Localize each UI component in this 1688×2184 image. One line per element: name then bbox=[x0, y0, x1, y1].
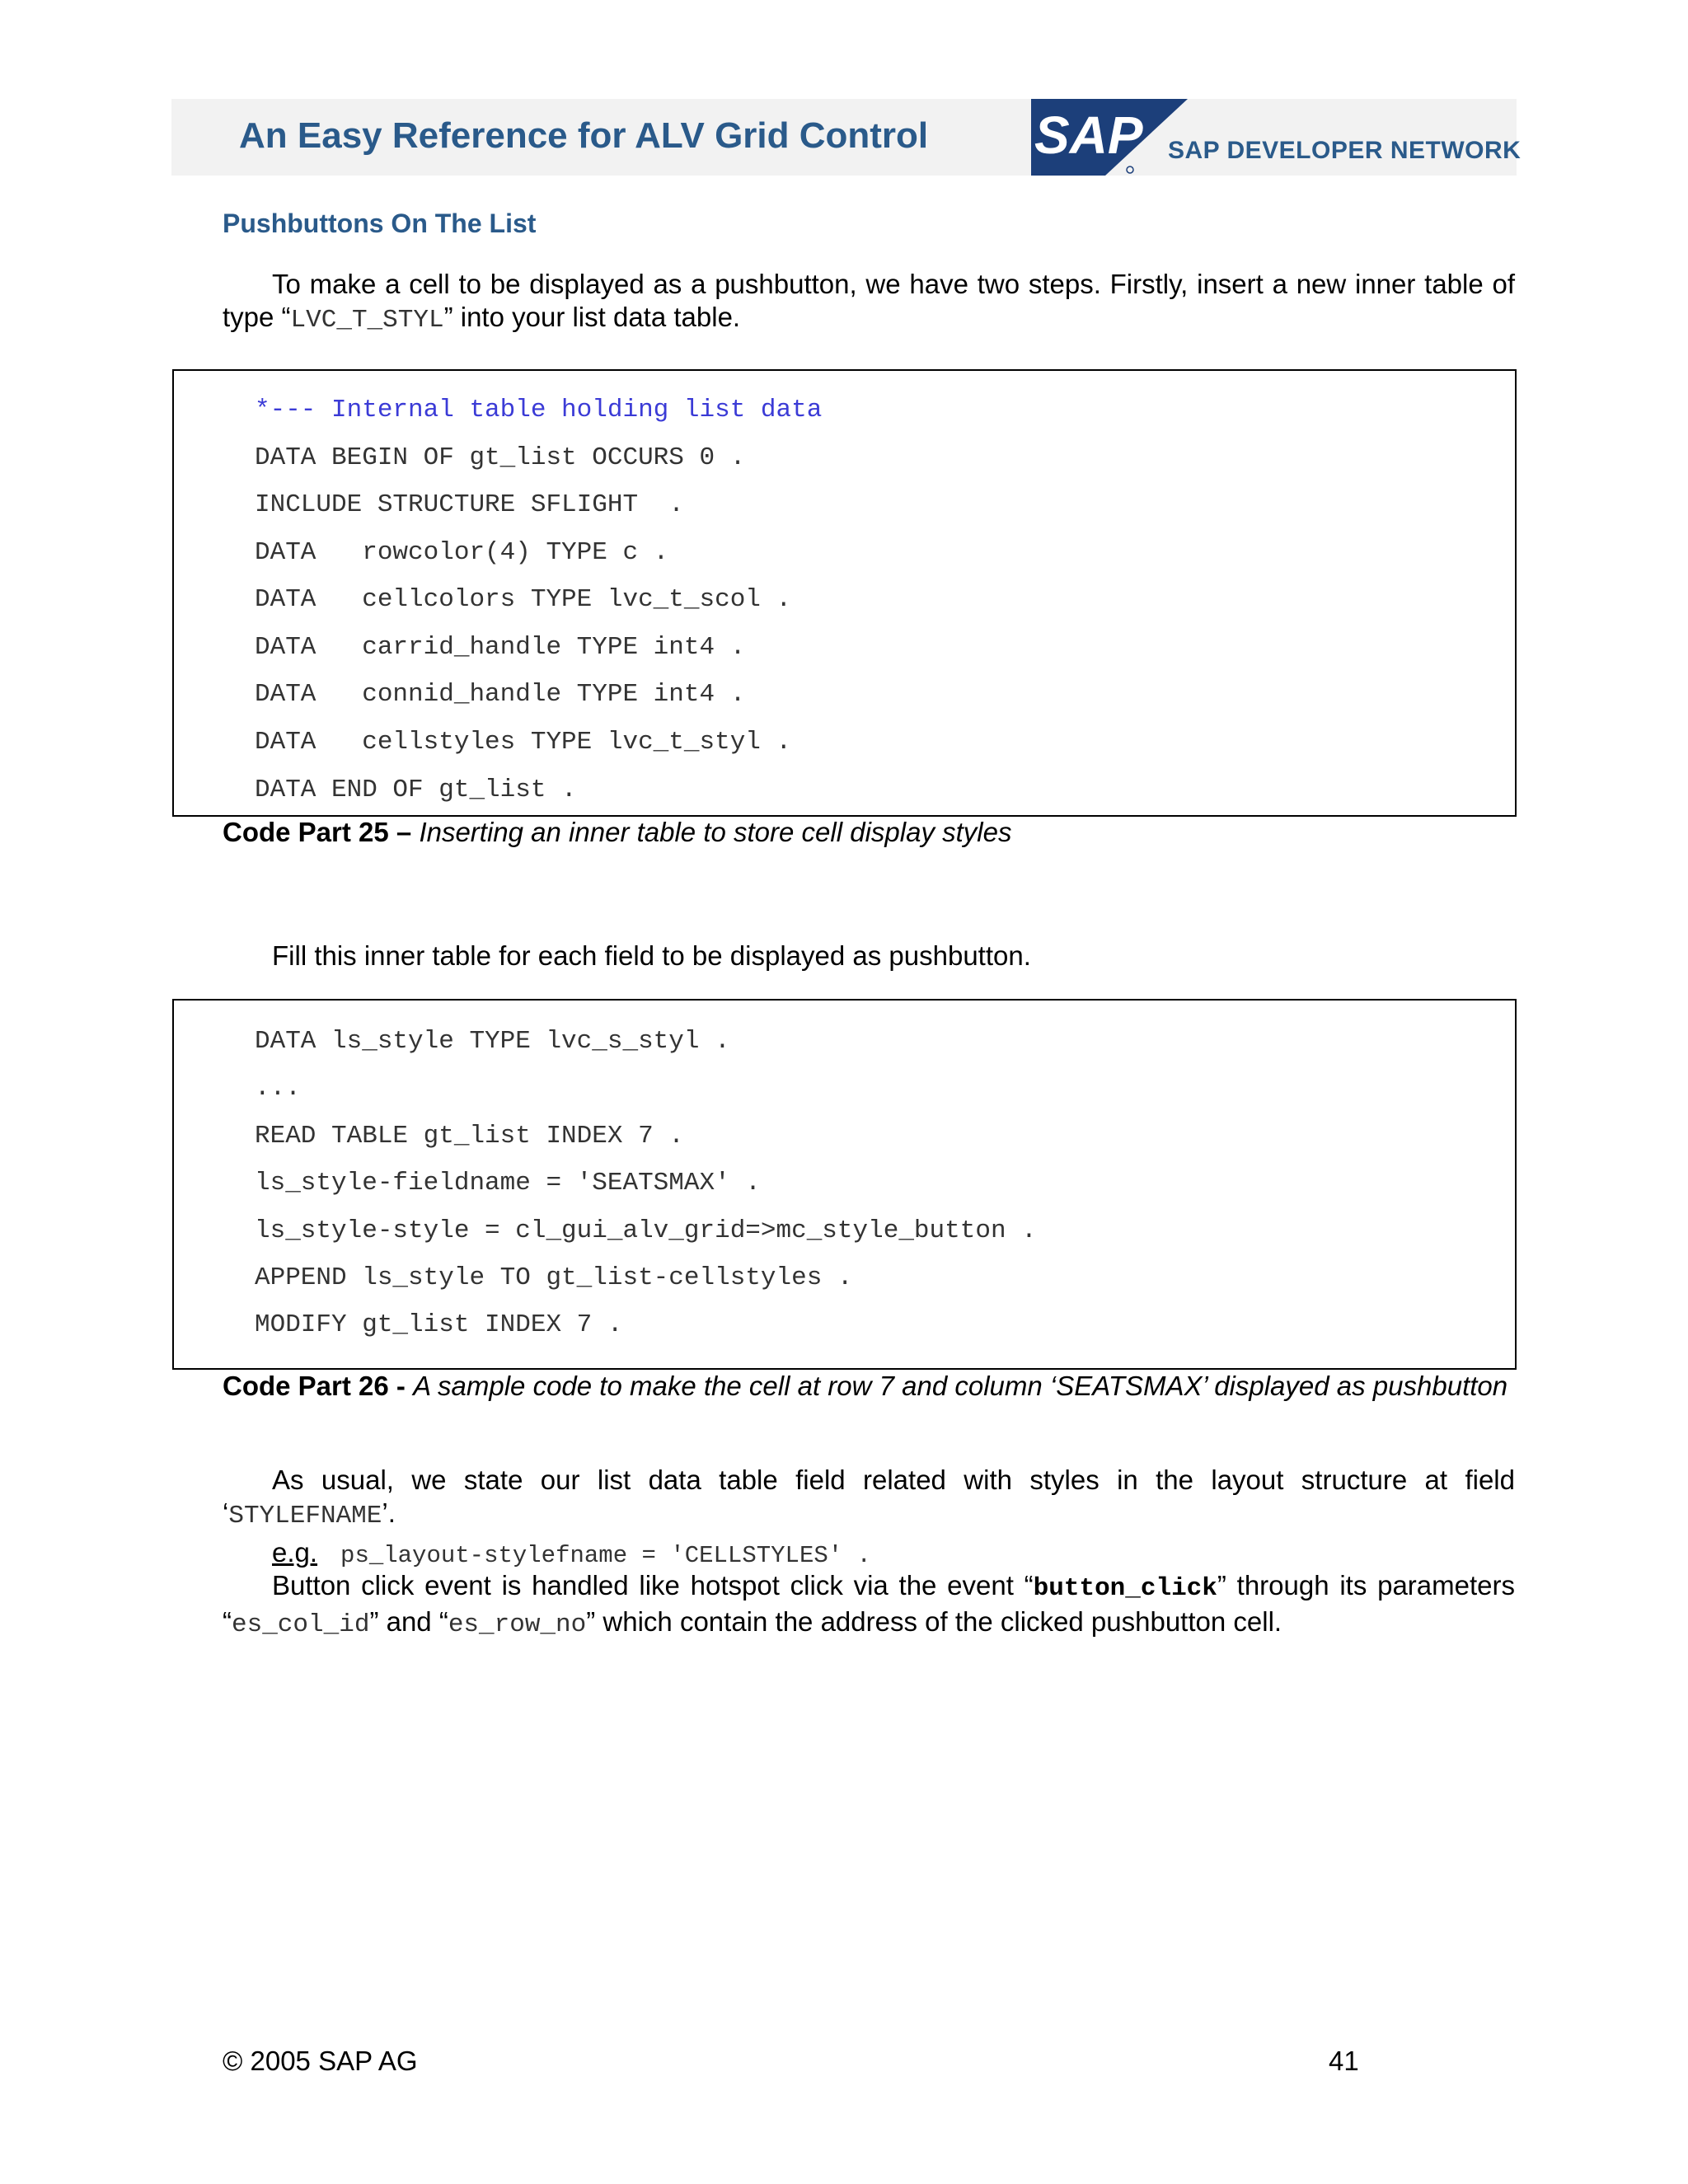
inline-code-lvc-t-styl: LVC_T_STYL bbox=[290, 306, 444, 335]
document-title: An Easy Reference for ALV Grid Control bbox=[239, 115, 929, 156]
sap-developer-network-text: SAP DEVELOPER NETWORK bbox=[1168, 137, 1522, 164]
layout-paragraph bbox=[223, 1464, 1515, 1533]
code-line: ls_style-style = cl_gui_alv_grid=>mc_style_button . bbox=[255, 1216, 1037, 1245]
intro-text-b: ” into your list data table. bbox=[443, 302, 741, 332]
sap-logo bbox=[1031, 99, 1522, 176]
code-line: DATA ls_style TYPE lvc_s_styl . bbox=[255, 1027, 730, 1056]
code-block-25 bbox=[172, 369, 1517, 817]
fill-text: Fill this inner table for each field to be displayed as pushbutton. bbox=[272, 940, 1031, 971]
code-line: MODIFY gt_list INDEX 7 . bbox=[255, 1310, 623, 1339]
footer-copyright: © 2005 SAP AG bbox=[223, 2046, 418, 2076]
example-code: ps_layout-stylefname = 'CELLSTYLES' . bbox=[340, 1542, 871, 1569]
layout-text-a: As usual, we state our list data table field related with styles in the layout structure at field ‘ bbox=[223, 1465, 1515, 1528]
button-click-text-b: ” through its parameters “ bbox=[223, 1570, 1515, 1637]
code-line: ... bbox=[255, 1074, 301, 1103]
inline-code-es-row-no: es_row_no bbox=[448, 1610, 587, 1639]
code-line: READ TABLE gt_list INDEX 7 . bbox=[255, 1122, 684, 1151]
inline-code-es-col-id: es_col_id bbox=[232, 1610, 370, 1639]
example-line bbox=[272, 1537, 871, 1569]
code-line: APPEND ls_style TO gt_list-cellstyles . bbox=[255, 1263, 853, 1292]
fill-paragraph bbox=[223, 940, 1515, 972]
intro-paragraph bbox=[223, 268, 1515, 337]
code-line: ls_style-fieldname = 'SEATSMAX' . bbox=[255, 1169, 761, 1197]
code-line: *--- Internal table holding list data bbox=[255, 396, 823, 424]
code-line: DATA cellstyles TYPE lvc_t_styl . bbox=[255, 728, 792, 757]
inline-code-stylefname: STYLEFNAME bbox=[228, 1502, 382, 1530]
section-heading: Pushbuttons On The List bbox=[223, 209, 537, 238]
caption-label: Code Part 26 - bbox=[223, 1371, 406, 1401]
example-label: e.g. bbox=[272, 1537, 318, 1568]
button-click-text-a: Button click event is handled like hotspot click via the event “ bbox=[272, 1570, 1034, 1601]
code-line: DATA END OF gt_list . bbox=[255, 776, 577, 804]
caption-text: Inserting an inner table to store cell display styles bbox=[419, 817, 1012, 847]
footer-page-number: 41 bbox=[1329, 2046, 1359, 2076]
button-click-paragraph bbox=[223, 1569, 1515, 1642]
code-caption-26 bbox=[223, 1370, 1515, 1403]
code-line: DATA BEGIN OF gt_list OCCURS 0 . bbox=[255, 443, 746, 472]
code-line: DATA cellcolors TYPE lvc_t_scol . bbox=[255, 585, 792, 614]
intro-text-a: To make a cell to be displayed as a pushbutton, we have two steps. Firstly, insert a new inner table of type “ bbox=[223, 269, 1515, 332]
layout-text-b: ’. bbox=[382, 1497, 396, 1528]
button-click-text-c: ” and “ bbox=[369, 1606, 448, 1637]
code-caption-25 bbox=[223, 816, 1515, 849]
page-header bbox=[171, 99, 1522, 176]
inline-code-button-click: button_click bbox=[1033, 1574, 1217, 1603]
code-block-26 bbox=[172, 999, 1517, 1370]
caption-text: A sample code to make the cell at row 7 and column ‘SEATSMAX’ displayed as pushbutton bbox=[413, 1371, 1508, 1401]
code-line: DATA rowcolor(4) TYPE c . bbox=[255, 538, 669, 567]
code-line: DATA carrid_handle TYPE int4 . bbox=[255, 633, 746, 662]
code-line: INCLUDE STRUCTURE SFLIGHT . bbox=[255, 490, 684, 519]
code-line: DATA connid_handle TYPE int4 . bbox=[255, 680, 746, 709]
button-click-text-d: ” which contain the address of the clicked pushbutton cell. bbox=[586, 1606, 1282, 1637]
caption-label: Code Part 25 – bbox=[223, 817, 412, 847]
sap-logo-wordmark: SAP bbox=[1034, 105, 1143, 165]
